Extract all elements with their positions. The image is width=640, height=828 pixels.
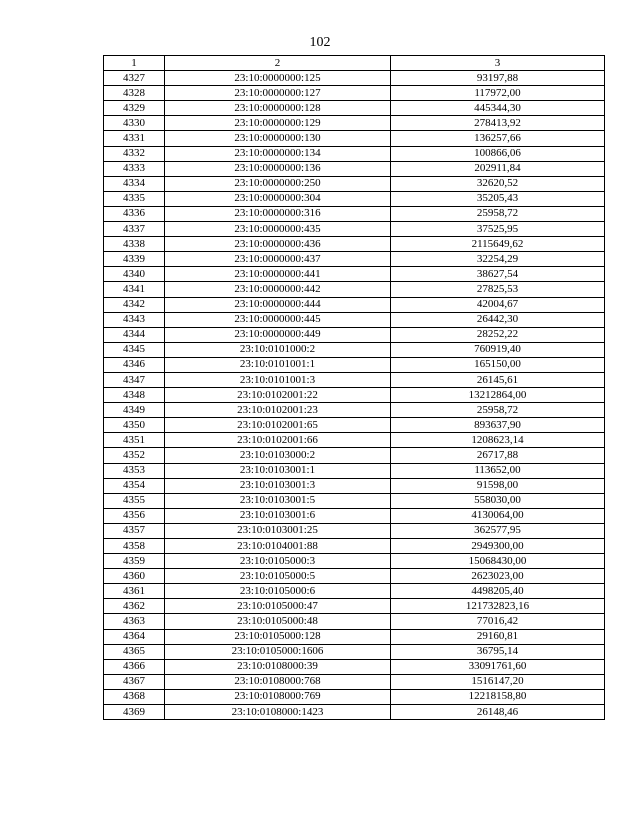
cadastral-number-cell: 23:10:0102001:22 <box>165 388 391 403</box>
cadastral-number-cell: 23:10:0105000:128 <box>165 629 391 644</box>
cadastral-value-cell: 15068430,00 <box>391 554 605 569</box>
cadastral-number-cell: 23:10:0000000:134 <box>165 146 391 161</box>
cadastral-value-cell: 445344,30 <box>391 101 605 116</box>
row-number-cell: 4353 <box>104 463 165 478</box>
cadastral-value-cell: 32254,29 <box>391 252 605 267</box>
cadastral-value-cell: 93197,88 <box>391 71 605 86</box>
table-row <box>104 599 605 614</box>
cadastral-number-cell: 23:10:0000000:127 <box>165 86 391 101</box>
table-row <box>104 191 605 206</box>
row-number-cell: 4354 <box>104 478 165 493</box>
table-row <box>104 689 605 704</box>
cadastral-value-cell: 91598,00 <box>391 478 605 493</box>
row-number-cell: 4344 <box>104 327 165 342</box>
cadastral-number-cell: 23:10:0103001:6 <box>165 508 391 523</box>
cadastral-value-cell: 2115649,62 <box>391 237 605 252</box>
page-number: 102 <box>309 35 331 50</box>
table-row <box>104 71 605 86</box>
cadastral-number-cell: 23:10:0000000:250 <box>165 176 391 191</box>
cadastral-value-cell: 113652,00 <box>391 463 605 478</box>
cadastral-value-cell: 29160,81 <box>391 629 605 644</box>
row-number-cell: 4362 <box>104 599 165 614</box>
cadastral-value-cell: 26442,30 <box>391 312 605 327</box>
column-header-1: 1 <box>104 56 165 71</box>
table-row <box>104 312 605 327</box>
row-number-cell: 4329 <box>104 101 165 116</box>
cadastral-number-cell: 23:10:0000000:441 <box>165 267 391 282</box>
cadastral-value-cell: 13212864,00 <box>391 388 605 403</box>
table-row <box>104 161 605 176</box>
table-row <box>104 222 605 237</box>
row-number-cell: 4340 <box>104 267 165 282</box>
cadastral-number-cell: 23:10:0000000:435 <box>165 222 391 237</box>
row-number-cell: 4368 <box>104 689 165 704</box>
cadastral-number-cell: 23:10:0108000:39 <box>165 659 391 674</box>
row-number-cell: 4336 <box>104 206 165 221</box>
cadastral-number-cell: 23:10:0104001:88 <box>165 539 391 554</box>
row-number-cell: 4333 <box>104 161 165 176</box>
row-number-cell: 4356 <box>104 508 165 523</box>
cadastral-value-cell: 2949300,00 <box>391 539 605 554</box>
table-row <box>104 614 605 629</box>
cadastral-number-cell: 23:10:0105000:5 <box>165 569 391 584</box>
cadastral-number-cell: 23:10:0105000:1606 <box>165 644 391 659</box>
cadastral-number-cell: 23:10:0000000:125 <box>165 71 391 86</box>
cadastral-number-cell: 23:10:0108000:769 <box>165 689 391 704</box>
cadastral-number-cell: 23:10:0101001:1 <box>165 357 391 372</box>
cadastral-value-cell: 4498205,40 <box>391 584 605 599</box>
cadastral-number-cell: 23:10:0103000:2 <box>165 448 391 463</box>
table-row <box>104 267 605 282</box>
row-number-cell: 4357 <box>104 523 165 538</box>
table-header-row <box>104 56 605 71</box>
cadastral-number-cell: 23:10:0105000:6 <box>165 584 391 599</box>
cadastral-number-cell: 23:10:0102001:65 <box>165 418 391 433</box>
row-number-cell: 4341 <box>104 282 165 297</box>
row-number-cell: 4345 <box>104 342 165 357</box>
row-number-cell: 4337 <box>104 222 165 237</box>
table-row <box>104 433 605 448</box>
cadastral-number-cell: 23:10:0000000:444 <box>165 297 391 312</box>
row-number-cell: 4350 <box>104 418 165 433</box>
cadastral-number-cell: 23:10:0105000:48 <box>165 614 391 629</box>
table-row <box>104 508 605 523</box>
cadastral-value-cell: 26717,88 <box>391 448 605 463</box>
row-number-cell: 4355 <box>104 493 165 508</box>
table-row <box>104 629 605 644</box>
row-number-cell: 4352 <box>104 448 165 463</box>
cadastral-value-cell: 25958,72 <box>391 403 605 418</box>
row-number-cell: 4330 <box>104 116 165 131</box>
cadastral-number-cell: 23:10:0101001:3 <box>165 372 391 387</box>
row-number-cell: 4363 <box>104 614 165 629</box>
table-row <box>104 403 605 418</box>
cadastral-number-cell: 23:10:0000000:136 <box>165 161 391 176</box>
table-row <box>104 206 605 221</box>
cadastral-number-cell: 23:10:0000000:130 <box>165 131 391 146</box>
row-number-cell: 4328 <box>104 86 165 101</box>
cadastral-value-cell: 42004,67 <box>391 297 605 312</box>
row-number-cell: 4351 <box>104 433 165 448</box>
cadastral-value-cell: 27825,53 <box>391 282 605 297</box>
row-number-cell: 4359 <box>104 554 165 569</box>
table-row <box>104 342 605 357</box>
cadastral-value-cell: 362577,95 <box>391 523 605 538</box>
cadastral-value-cell: 37525,95 <box>391 222 605 237</box>
cadastral-value-cell: 558030,00 <box>391 493 605 508</box>
table-row <box>104 237 605 252</box>
cadastral-number-cell: 23:10:0000000:442 <box>165 282 391 297</box>
row-number-cell: 4364 <box>104 629 165 644</box>
row-number-cell: 4342 <box>104 297 165 312</box>
cadastral-number-cell: 23:10:0102001:66 <box>165 433 391 448</box>
table-row <box>104 101 605 116</box>
cadastral-value-cell: 77016,42 <box>391 614 605 629</box>
cadastral-value-cell: 4130064,00 <box>391 508 605 523</box>
table-header <box>104 56 605 71</box>
cadastral-number-cell: 23:10:0000000:449 <box>165 327 391 342</box>
row-number-cell: 4360 <box>104 569 165 584</box>
cadastral-number-cell: 23:10:0103001:3 <box>165 478 391 493</box>
row-number-cell: 4366 <box>104 659 165 674</box>
row-number-cell: 4332 <box>104 146 165 161</box>
cadastral-number-cell: 23:10:0000000:316 <box>165 206 391 221</box>
cadastral-value-cell: 26148,46 <box>391 705 605 720</box>
table-row <box>104 388 605 403</box>
cadastral-value-cell: 33091761,60 <box>391 659 605 674</box>
table-row <box>104 523 605 538</box>
cadastral-value-cell: 893637,90 <box>391 418 605 433</box>
cadastral-number-cell: 23:10:0000000:129 <box>165 116 391 131</box>
cadastral-value-cell: 121732823,16 <box>391 599 605 614</box>
row-number-cell: 4334 <box>104 176 165 191</box>
cadastral-value-cell: 25958,72 <box>391 206 605 221</box>
row-number-cell: 4358 <box>104 539 165 554</box>
cadastral-value-cell: 35205,43 <box>391 191 605 206</box>
table-row <box>104 131 605 146</box>
row-number-cell: 4343 <box>104 312 165 327</box>
table-row <box>104 86 605 101</box>
cadastral-number-cell: 23:10:0000000:437 <box>165 252 391 267</box>
table-row <box>104 569 605 584</box>
table-row <box>104 448 605 463</box>
table-row <box>104 705 605 720</box>
cadastral-number-cell: 23:10:0108000:768 <box>165 674 391 689</box>
table-row <box>104 176 605 191</box>
row-number-cell: 4349 <box>104 403 165 418</box>
cadastral-number-cell: 23:10:0000000:304 <box>165 191 391 206</box>
table-row <box>104 539 605 554</box>
cadastral-number-cell: 23:10:0000000:128 <box>165 101 391 116</box>
table-row <box>104 478 605 493</box>
cadastral-value-cell: 760919,40 <box>391 342 605 357</box>
cadastral-number-cell: 23:10:0000000:445 <box>165 312 391 327</box>
cadastral-value-cell: 36795,14 <box>391 644 605 659</box>
cadastral-number-cell: 23:10:0103001:5 <box>165 493 391 508</box>
row-number-cell: 4347 <box>104 372 165 387</box>
cadastral-value-cell: 26145,61 <box>391 372 605 387</box>
row-number-cell: 4339 <box>104 252 165 267</box>
table-row <box>104 327 605 342</box>
table-body <box>104 71 605 720</box>
cadastral-value-cell: 117972,00 <box>391 86 605 101</box>
row-number-cell: 4327 <box>104 71 165 86</box>
cadastral-value-cell: 278413,92 <box>391 116 605 131</box>
cadastral-value-table <box>103 55 605 720</box>
cadastral-value-cell: 165150,00 <box>391 357 605 372</box>
row-number-cell: 4348 <box>104 388 165 403</box>
column-header-2: 2 <box>165 56 391 71</box>
row-number-cell: 4331 <box>104 131 165 146</box>
cadastral-number-cell: 23:10:0101000:2 <box>165 342 391 357</box>
table-row <box>104 463 605 478</box>
cadastral-number-cell: 23:10:0105000:3 <box>165 554 391 569</box>
cadastral-value-cell: 38627,54 <box>391 267 605 282</box>
cadastral-value-cell: 1516147,20 <box>391 674 605 689</box>
row-number-cell: 4365 <box>104 644 165 659</box>
row-number-cell: 4367 <box>104 674 165 689</box>
table-row <box>104 252 605 267</box>
cadastral-number-cell: 23:10:0000000:436 <box>165 237 391 252</box>
row-number-cell: 4338 <box>104 237 165 252</box>
cadastral-value-cell: 2623023,00 <box>391 569 605 584</box>
cadastral-number-cell: 23:10:0105000:47 <box>165 599 391 614</box>
cadastral-number-cell: 23:10:0108000:1423 <box>165 705 391 720</box>
cadastral-number-cell: 23:10:0103001:1 <box>165 463 391 478</box>
cadastral-value-cell: 28252,22 <box>391 327 605 342</box>
cadastral-value-cell: 202911,84 <box>391 161 605 176</box>
cadastral-number-cell: 23:10:0102001:23 <box>165 403 391 418</box>
cadastral-value-cell: 12218158,80 <box>391 689 605 704</box>
row-number-cell: 4346 <box>104 357 165 372</box>
cadastral-value-cell: 32620,52 <box>391 176 605 191</box>
cadastral-value-cell: 100866,06 <box>391 146 605 161</box>
table-row <box>104 584 605 599</box>
table-row <box>104 357 605 372</box>
cadastral-number-cell: 23:10:0103001:25 <box>165 523 391 538</box>
table-row <box>104 493 605 508</box>
row-number-cell: 4361 <box>104 584 165 599</box>
column-header-3: 3 <box>391 56 605 71</box>
cadastral-value-cell: 136257,66 <box>391 131 605 146</box>
cadastral-value-cell: 1208623,14 <box>391 433 605 448</box>
table-row <box>104 659 605 674</box>
row-number-cell: 4369 <box>104 705 165 720</box>
row-number-cell: 4335 <box>104 191 165 206</box>
table-row <box>104 116 605 131</box>
table-row <box>104 674 605 689</box>
table-row <box>104 554 605 569</box>
table-row <box>104 644 605 659</box>
table-row <box>104 372 605 387</box>
table-row <box>104 282 605 297</box>
table-row <box>104 297 605 312</box>
table-row <box>104 418 605 433</box>
table-row <box>104 146 605 161</box>
